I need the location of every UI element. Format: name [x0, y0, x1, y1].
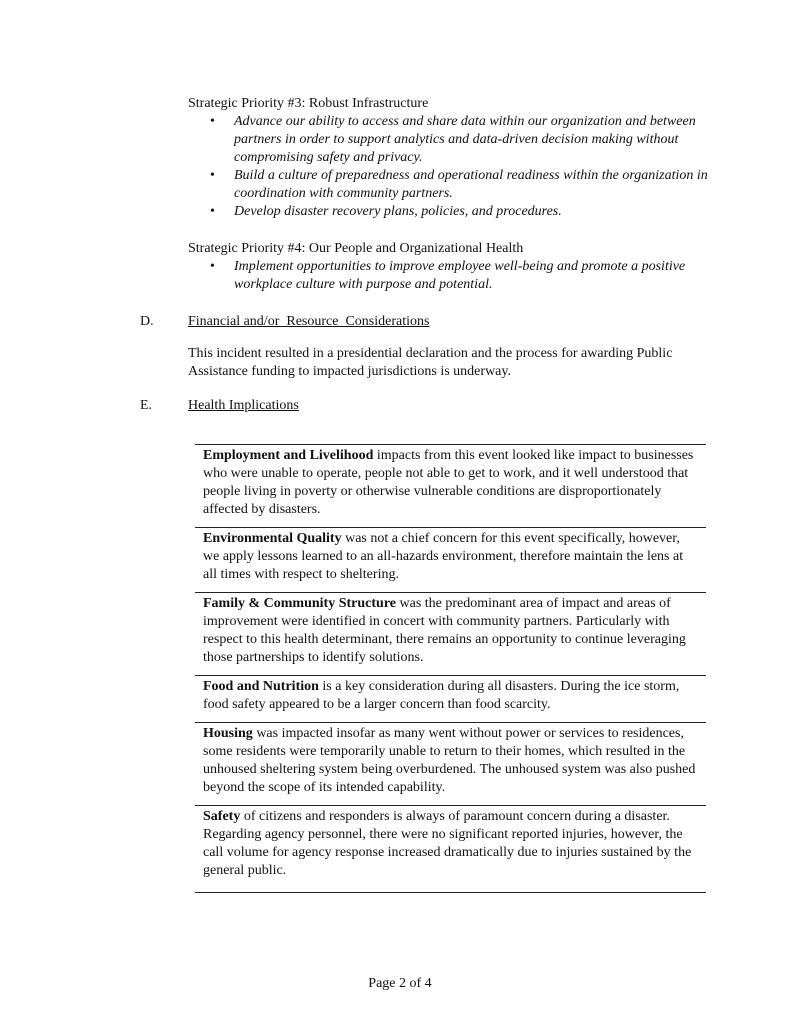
bullet-text: Build a culture of preparedness and operational readiness within the organization in coordination with community partners.	[234, 168, 708, 201]
health-implications-table	[195, 444, 706, 893]
bullet-text: Implement opportunities to improve employee well-being and promote a positive workplace culture with purpose and potential.	[234, 259, 686, 292]
row-text: was impacted insofar as many went without power or services to residences, some residents were temporarily unable to return to their homes, which resulted in the unhoused sheltering system being overburdened. The unhoused system was also pushed beyond the scope of its intended capability.	[203, 726, 696, 795]
row-term: Environmental Quality	[203, 531, 342, 546]
bullet-glyph: •	[210, 168, 215, 183]
row-text: was the predominant area of impact and areas of improvement were identified in concert with community partners. Particularly with respect to this health determinant, there remains an opportunity to continue leveraging those partnerships to identify solutions.	[203, 596, 686, 665]
priority3-heading: Strategic Priority #3: Robust Infrastructure	[188, 96, 429, 111]
section-e-title: Health Implications	[188, 398, 299, 413]
health-row-safety	[195, 805, 706, 893]
row-text: impacts from this event looked like impact to businesses who were unable to operate, people not able to get to work, and it well understood that people living in poverty or otherwise vulnerable conditions are disproportionately affected by disasters.	[203, 448, 694, 517]
health-row-food	[195, 675, 706, 722]
bullet-item	[188, 113, 718, 167]
row-term: Family & Community Structure	[203, 596, 396, 611]
bullet-item	[188, 258, 718, 294]
bullet-glyph: •	[210, 259, 215, 274]
health-row-environment	[195, 527, 706, 592]
page-number: Page 2 of 4	[368, 976, 432, 991]
bullet-text: Advance our ability to access and share data within our organization and between partners in order to support analytics and data-driven decision making without compromising safety and privacy.	[234, 114, 696, 165]
row-text: of citizens and responders is always of paramount concern during a disaster. Regarding agency personnel, there were no significant reported injuries, however, the call volume for agency response increased dramatically due to injuries sustained by the general public.	[203, 809, 692, 878]
section-d-letter: D.	[140, 314, 154, 329]
priority4-heading: Strategic Priority #4: Our People and Organizational Health	[188, 241, 524, 256]
bullet-glyph: •	[210, 204, 215, 219]
priority3-bullet-list	[188, 113, 718, 221]
health-row-housing	[195, 722, 706, 805]
bullet-glyph: •	[210, 114, 215, 129]
priority4-bullet-list	[188, 258, 718, 294]
bullet-item	[188, 203, 718, 221]
row-text: was not a chief concern for this event specifically, however, we apply lessons learned to an all-hazards environment, therefore maintain the lens at all times with respect to sheltering.	[203, 531, 684, 582]
health-row-family	[195, 592, 706, 675]
row-text: is a key consideration during all disasters. During the ice storm, food safety appeared to be a larger concern than food scarcity.	[203, 679, 680, 712]
section-e-letter: E.	[140, 398, 153, 413]
section-d-text: This incident resulted in a presidential declaration and the process for awarding Public Assistance funding to impacted jurisdictions is underway.	[188, 346, 673, 379]
health-row-employment	[195, 444, 706, 527]
section-d-title: Financial and/or Resource Considerations	[188, 314, 430, 329]
row-term: Food and Nutrition	[203, 679, 319, 694]
bullet-text: Develop disaster recovery plans, policies, and procedures.	[234, 204, 562, 219]
bullet-item	[188, 167, 718, 203]
row-term: Employment and Livelihood	[203, 448, 374, 463]
row-term: Safety	[203, 809, 241, 824]
row-term: Housing	[203, 726, 253, 741]
